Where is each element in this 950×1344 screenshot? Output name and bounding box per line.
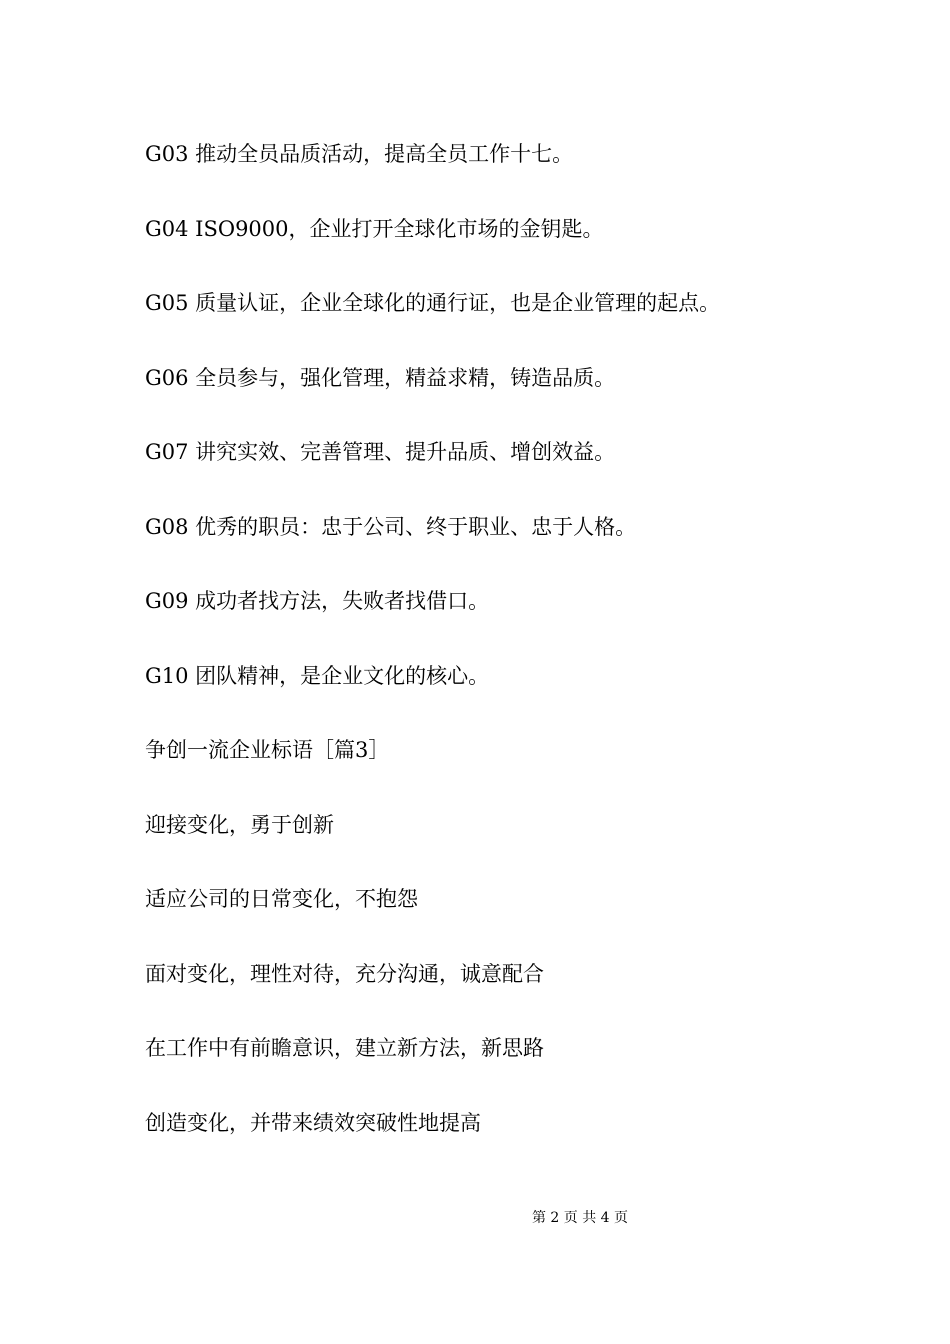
text-line-4: 在工作中有前瞻意识，建立新方法，新思路 (145, 1036, 544, 1060)
slogan-g09: G09 成功者找方法，失败者找借口。 (145, 589, 490, 613)
slogan-g07: G07 讲究实效、完善管理、提升品质、增创效益。 (145, 440, 616, 464)
slogan-g06: G06 全员参与，强化管理，精益求精，铸造品质。 (145, 366, 616, 390)
slogan-g03: G03 推动全员品质活动，提高全员工作十七。 (145, 142, 574, 166)
slogan-g08: G08 优秀的职员：忠于公司、终于职业、忠于人格。 (145, 515, 637, 539)
section-heading: 争创一流企业标语［篇3］ (145, 738, 390, 762)
page-number-footer: 第 2 页 共 4 页 (531, 1210, 629, 1226)
text-line-3: 面对变化，理性对待，充分沟通，诚意配合 (145, 962, 544, 986)
slogan-g05: G05 质量认证，企业全球化的通行证，也是企业管理的起点。 (145, 291, 721, 315)
slogan-g04: G04 ISO9000，企业打开全球化市场的金钥匙。 (145, 217, 604, 241)
text-line-5: 创造变化，并带来绩效突破性地提高 (145, 1111, 481, 1135)
text-line-2: 适应公司的日常变化，不抱怨 (145, 887, 418, 911)
text-line-1: 迎接变化，勇于创新 (145, 813, 334, 837)
slogan-g10: G10 团队精神，是企业文化的核心。 (145, 664, 490, 688)
